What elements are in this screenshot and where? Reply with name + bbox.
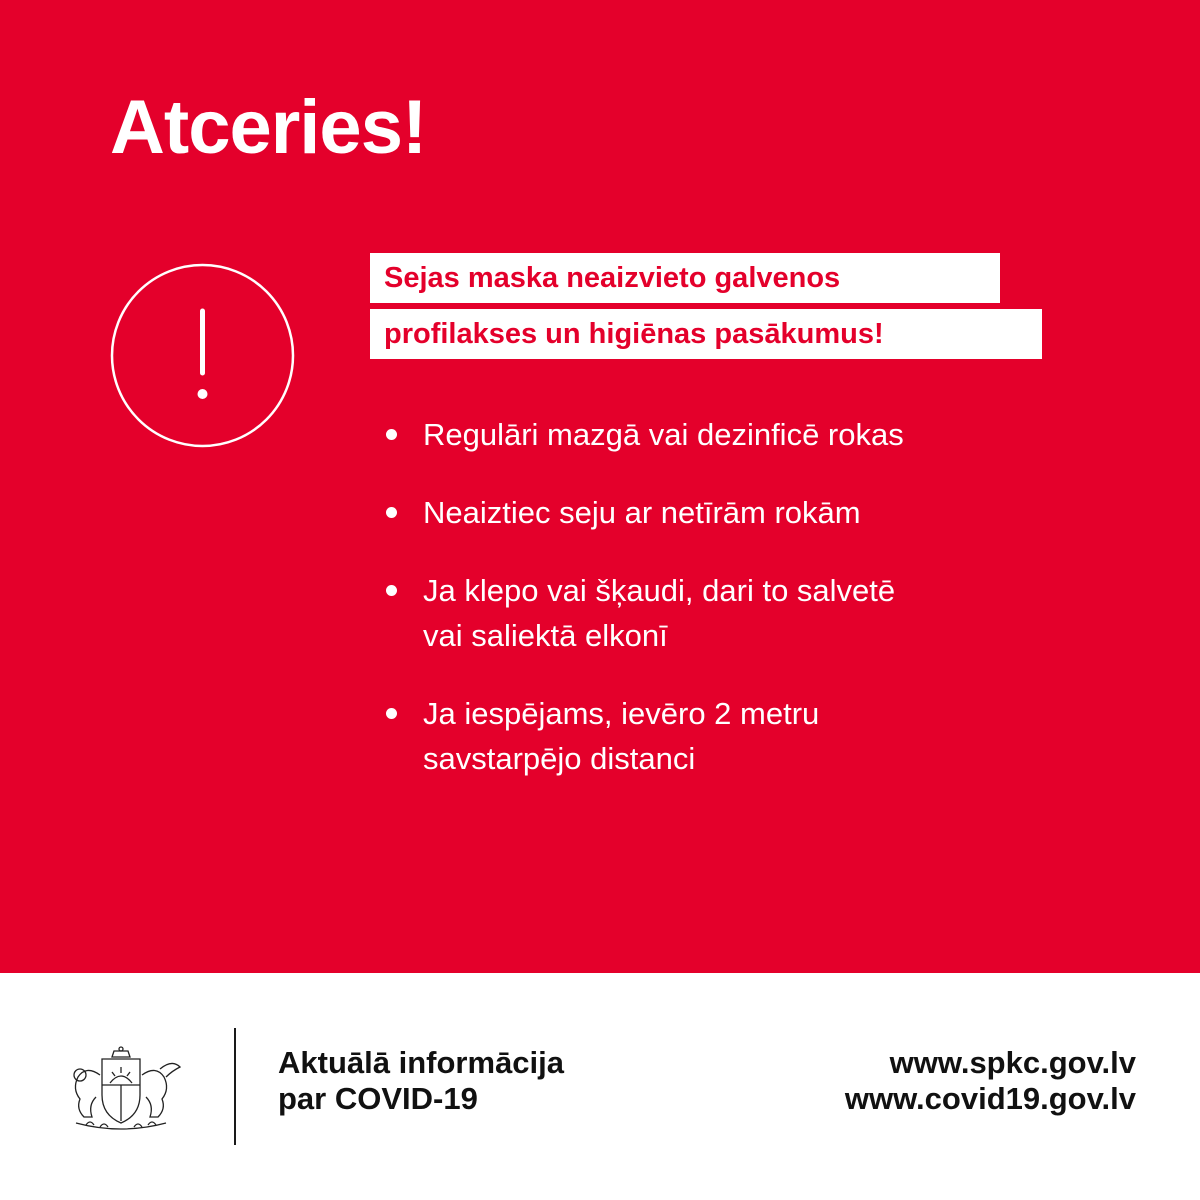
bullet-icon — [386, 708, 397, 719]
advice-text: vai saliektā elkonī — [423, 618, 668, 653]
advice-list — [380, 412, 1100, 814]
list-item — [380, 568, 1100, 658]
bullet-icon — [386, 429, 397, 440]
list-item — [380, 490, 1100, 535]
notice-line-2: profilakses un higiēnas pasākumus! — [370, 309, 1042, 359]
covid-info-line: Aktuālā informācija — [278, 1045, 564, 1080]
covid-info-label — [278, 1045, 564, 1117]
website-links — [845, 1045, 1136, 1117]
page-title: Atceries! — [110, 85, 427, 170]
footer-divider — [234, 1028, 236, 1145]
list-item — [380, 691, 1100, 781]
advice-text: Ja klepo vai šķaudi, dari to salvetē — [423, 573, 896, 608]
spkc-link[interactable]: www.spkc.gov.lv — [889, 1045, 1136, 1080]
bullet-icon — [386, 585, 397, 596]
covid-info-line: par COVID-19 — [278, 1081, 478, 1116]
bullet-icon — [386, 507, 397, 518]
advice-text: Ja iespējams, ievēro 2 metru — [423, 696, 820, 731]
covid19-link[interactable]: www.covid19.gov.lv — [844, 1081, 1136, 1116]
latvia-coat-of-arms-icon — [56, 1045, 186, 1130]
exclamation-circle-icon — [110, 263, 295, 448]
advice-text: savstarpējo distanci — [423, 741, 696, 776]
advice-text: Regulāri mazgā vai dezinficē rokas — [423, 417, 904, 452]
advice-text: Neaiztiec seju ar netīrām rokām — [423, 495, 861, 530]
notice-line-1: Sejas maska neaizvieto galvenos — [370, 253, 1000, 303]
list-item — [380, 412, 1100, 457]
